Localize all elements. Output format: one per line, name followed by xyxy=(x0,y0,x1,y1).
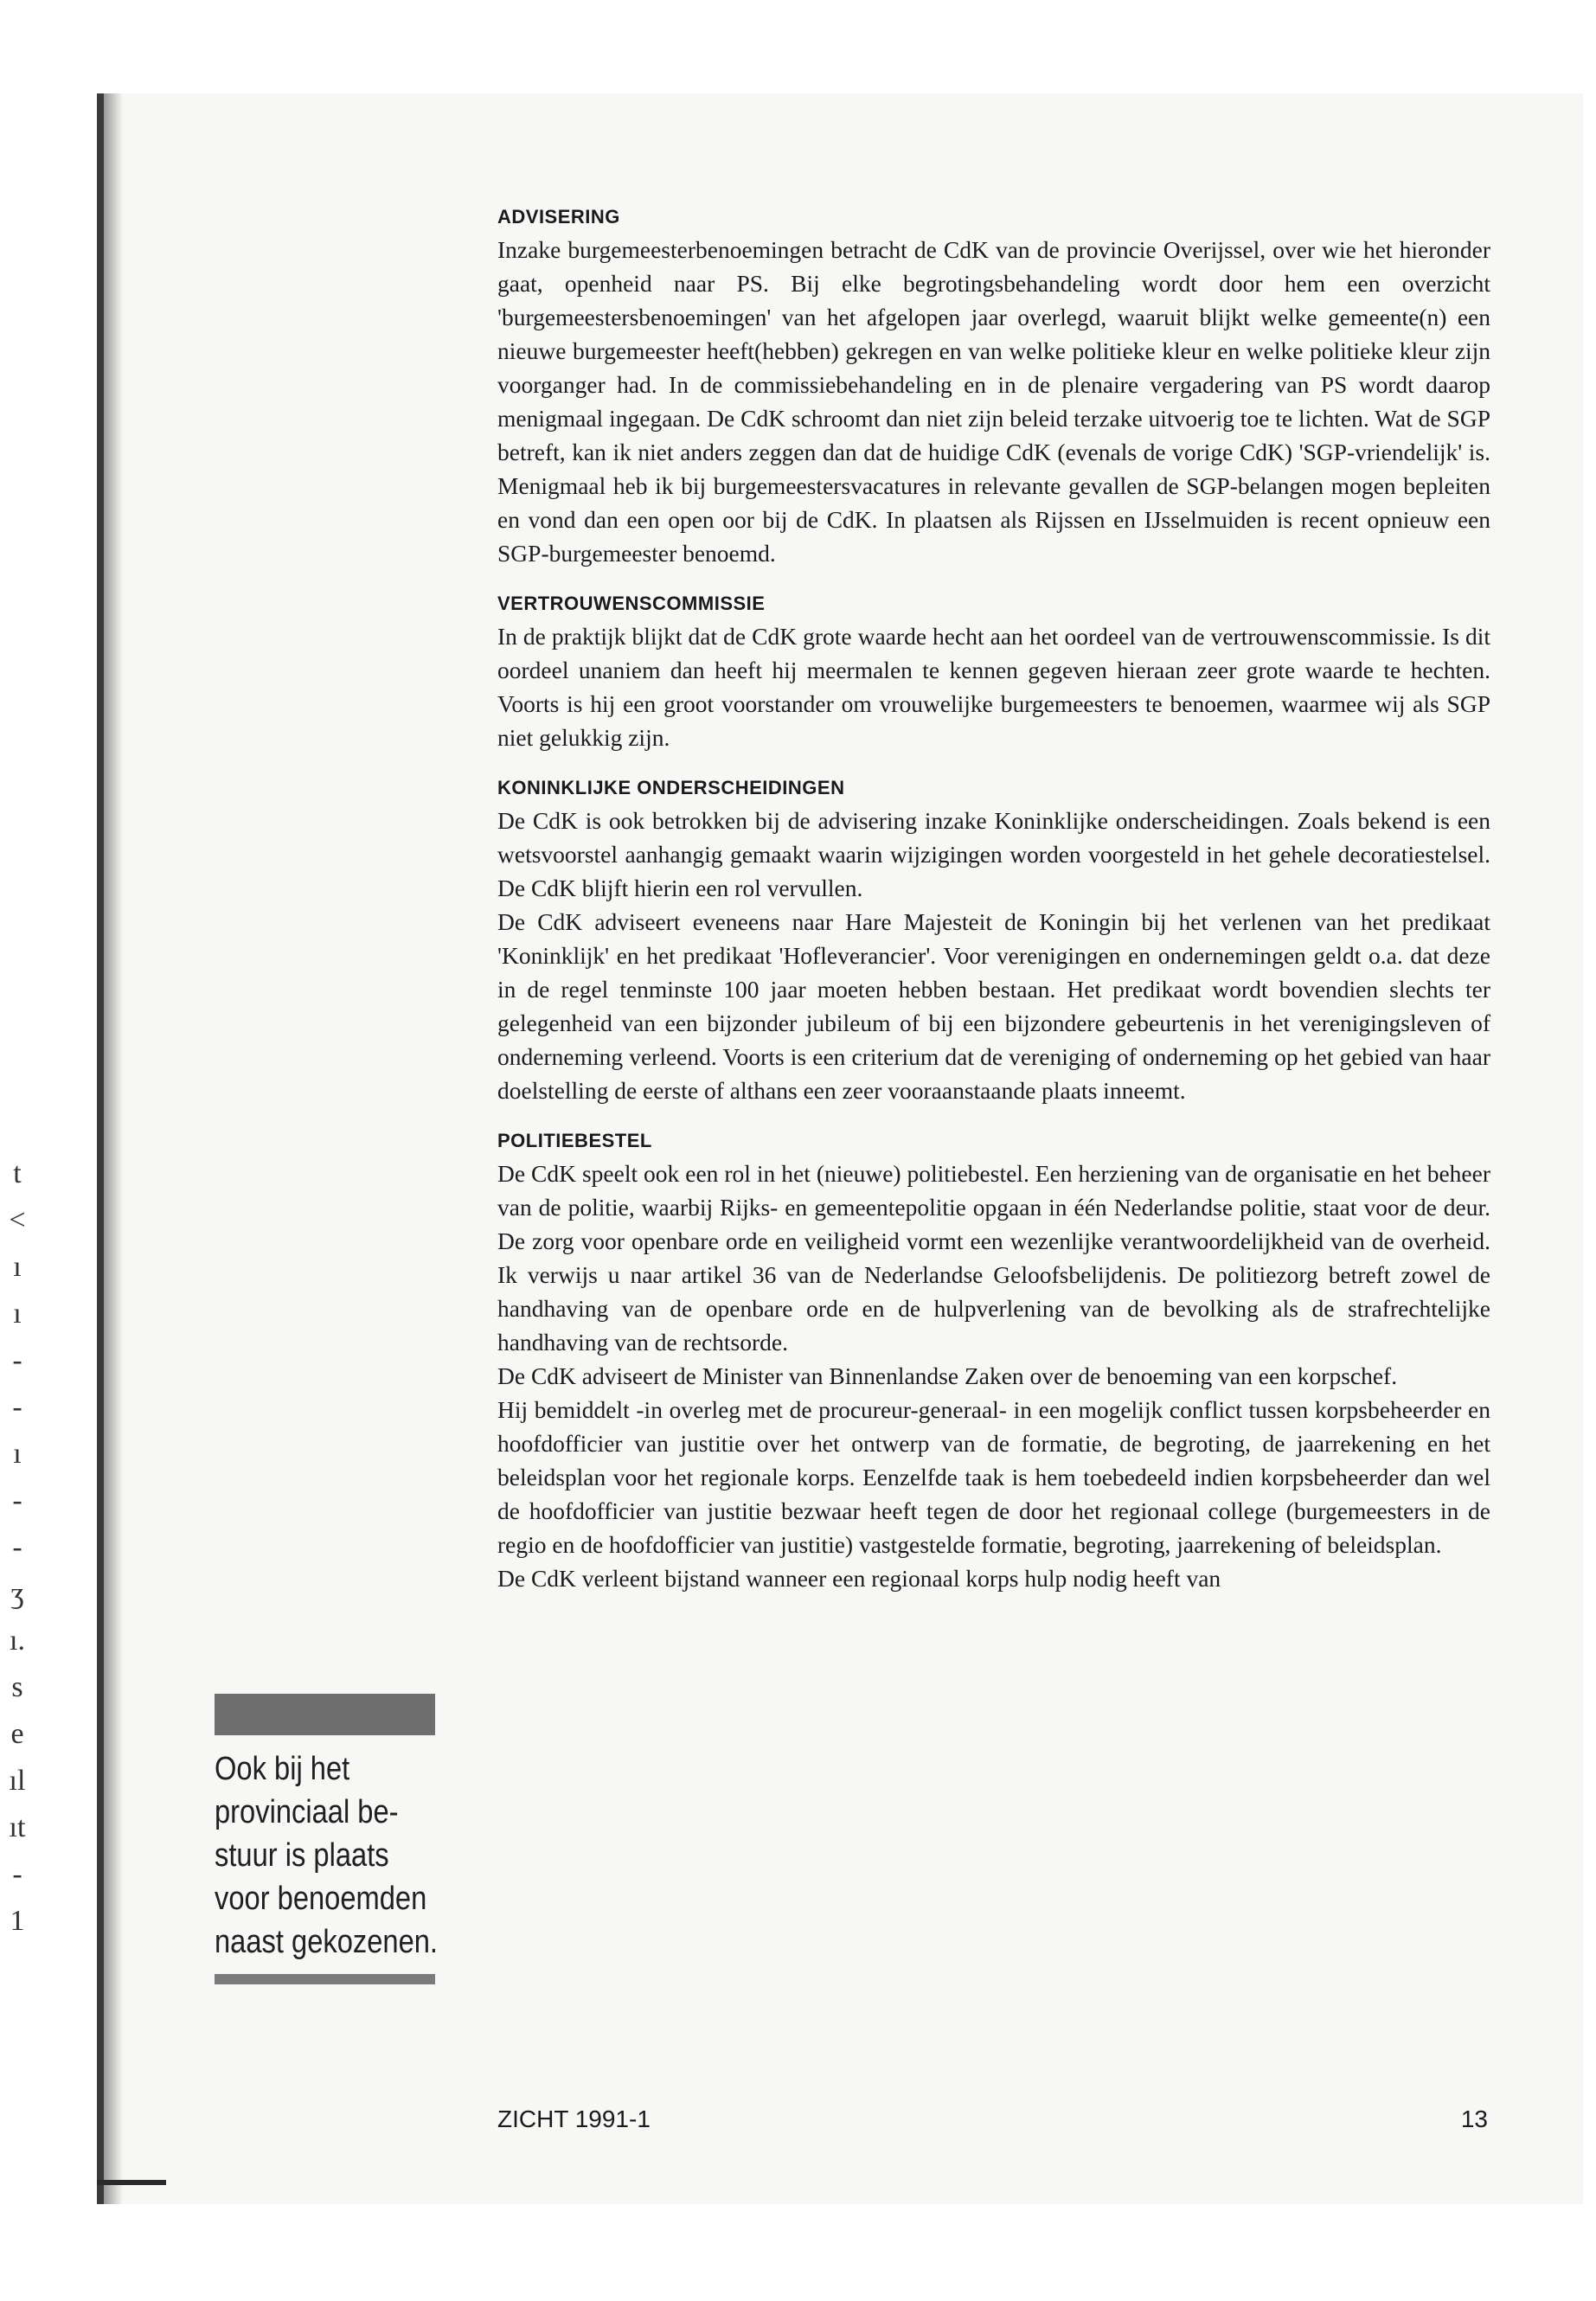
section-advisering xyxy=(497,206,1490,570)
margin-fragment: ı xyxy=(13,1251,22,1283)
margin-fragment: ı xyxy=(13,1298,22,1330)
paragraph: De CdK adviseert eveneens naar Hare Majesteit de Koningin bij het verlenen van het predikaat 'Koninklijk' en het predikaat 'Hofleverancier'. Voor verenigingen en ondernemingen geldt o.a. dat deze in de regel tenminste 100 jaar moeten hebben bestaan. Het predikaat wordt bovendien slechts ter gelegenheid van een bijzonder jubileum of bij een bijzondere gebeurtenis in het verenigingsleven of onderneming verleend. Voorts is een criterium dat de vereniging of onderneming op het gebied van haar doelstelling de eerste of althans een zeer vooraanstaande plaats inneemt. xyxy=(497,908,1490,1104)
page-number: 13 xyxy=(1460,2106,1488,2132)
margin-fragment: - xyxy=(12,1858,22,1890)
section-koninklijke-onderscheidingen xyxy=(497,777,1490,1107)
pull-quote xyxy=(215,1694,439,1984)
margin-fragment: ıl xyxy=(9,1765,26,1797)
margin-fragment: - xyxy=(12,1391,22,1423)
pull-quote-top-bar xyxy=(215,1694,435,1735)
margin-fragment: 1 xyxy=(10,1905,25,1937)
margin-fragment: - xyxy=(12,1484,22,1516)
paragraph: De CdK adviseert de Minister van Binnenlandse Zaken over de benoeming van een korpschef. xyxy=(497,1362,1398,1389)
paragraph: Inzake burgemeesterbenoemingen betracht de CdK van de provincie Overijssel, over wie het hieronder gaat, openheid naar PS. Bij elke begrotingsbehandeling wordt door hem een overzicht 'burgemeestersbenoemingen' van het afgelopen jaar overlegd, waaruit blijkt welke gemeente(n) een nieuwe burgemeester heeft(hebben) gekregen en van welke politieke kleur en welke politieke kleur zijn voorganger had. In de commissiebehandeling en in de plenaire vergadering van PS wordt daarop menigmaal ingegaan. De CdK schroomt dan niet zijn beleid terzake uitvoerig toe te lichten. Wat de SGP betreft, kan ik niet anders zeggen dan dat de huidige CdK (evenals de vorige CdK) 'SGP-vriendelijk' is. Menigmaal heb ik bij burgemeestersvacatures in relevante gevallen de SGP-belangen mogen bepleiten en vond dan een open oor bij de CdK. In plaatsen als Rijssen en IJsselmuiden is recent opnieuw een SGP-burgemeester benoemd. xyxy=(497,236,1490,567)
margin-fragment: ı. xyxy=(10,1625,25,1657)
margin-fragment: - xyxy=(12,1344,22,1376)
section-heading: POLITIEBESTEL xyxy=(497,1130,652,1151)
section-vertrouwenscommissie xyxy=(497,593,1490,754)
paragraph: De CdK speelt ook een rol in het (nieuwe) politiebestel. Een herziening van de organisatie en het beheer van de politie, waarbij Rijks- en gemeentepolitie opgaan in één Nederlandse politie, staat voor de deur. De zorg voor openbare orde en veiligheid vormt een wezenlijke verantwoordelijkheid van de overheid. Ik verwijs u naar artikel 36 van de Nederlandse Geloofsbelijdenis. De politiezorg betreft zowel de handhaving van de openbare orde en de hulpverlening van de bevolking als de strafrechtelijke handhaving van de rechtsorde. xyxy=(497,1160,1490,1356)
section-heading: ADVISERING xyxy=(497,206,620,228)
margin-fragment: ıt xyxy=(9,1811,26,1843)
margin-fragment: s xyxy=(11,1671,23,1703)
margin-fragment: ʒ xyxy=(10,1578,24,1610)
margin-fragment: ı xyxy=(13,1438,22,1470)
margin-fragment: t xyxy=(13,1157,22,1189)
section-politiebestel xyxy=(497,1130,1490,1595)
paragraph: In de praktijk blijkt dat de CdK grote waarde hecht aan het oordeel van de vertrouwenscommissie. Is dit oordeel unaniem dan heeft hij meermalen te kennen gegeven hieraan zeer grote waarde te hechten. Voorts is hij een groot voorstander om vrouwelijke burgemeesters te benoemen, waarmee wij als SGP niet gelukkig zijn. xyxy=(497,623,1490,751)
pull-quote-bottom-bar xyxy=(215,1974,435,1984)
margin-fragment: - xyxy=(12,1531,22,1563)
bottom-edge-mark xyxy=(97,2180,166,2185)
previous-page-bleed xyxy=(0,1150,35,1945)
margin-fragment: < xyxy=(9,1204,26,1236)
section-heading: KONINKLIJKE ONDERSCHEIDINGEN xyxy=(497,777,845,798)
section-heading: VERTROUWENSCOMMISSIE xyxy=(497,593,766,614)
pull-quote-text: Ook bij het provinciaal bestuur is plaats voor benoemden naast gekozenen. xyxy=(215,1751,439,1960)
binding-shadow xyxy=(104,93,123,2204)
binding-edge xyxy=(97,93,104,2204)
article-body xyxy=(497,206,1490,1618)
paragraph: De CdK is ook betrokken bij de advisering inzake Koninklijke onderscheidingen. Zoals bekend is een wetsvoorstel aanhangig gemaakt waarin wijzigingen worden voorgesteld in het gehele decoratiestelsel. De CdK blijft hierin een rol vervullen. xyxy=(497,807,1490,901)
footer-publication: ZICHT 1991-1 xyxy=(497,2106,651,2132)
paragraph: De CdK verleent bijstand wanneer een regionaal korps hulp nodig heeft van xyxy=(497,1565,1221,1592)
paragraph: Hij bemiddelt -in overleg met de procureur-generaal- in een mogelijk conflict tussen korpsbeheerder en hoofdofficier van justitie over het ontwerp van de formatie, de begroting, de jaarrekening en het beleidsplan voor het regionale korps. Eenzelfde taak is hem toebedeeld indien korpsbeheerder dan wel de hoofdofficier van justitie bezwaar heeft tegen de door het regionaal college (burgemeesters in de regio en de hoofdofficier van justitie) vastgestelde formatie, begroting, jaarrekening of beleidsplan. xyxy=(497,1396,1490,1558)
margin-fragment: e xyxy=(10,1718,24,1750)
